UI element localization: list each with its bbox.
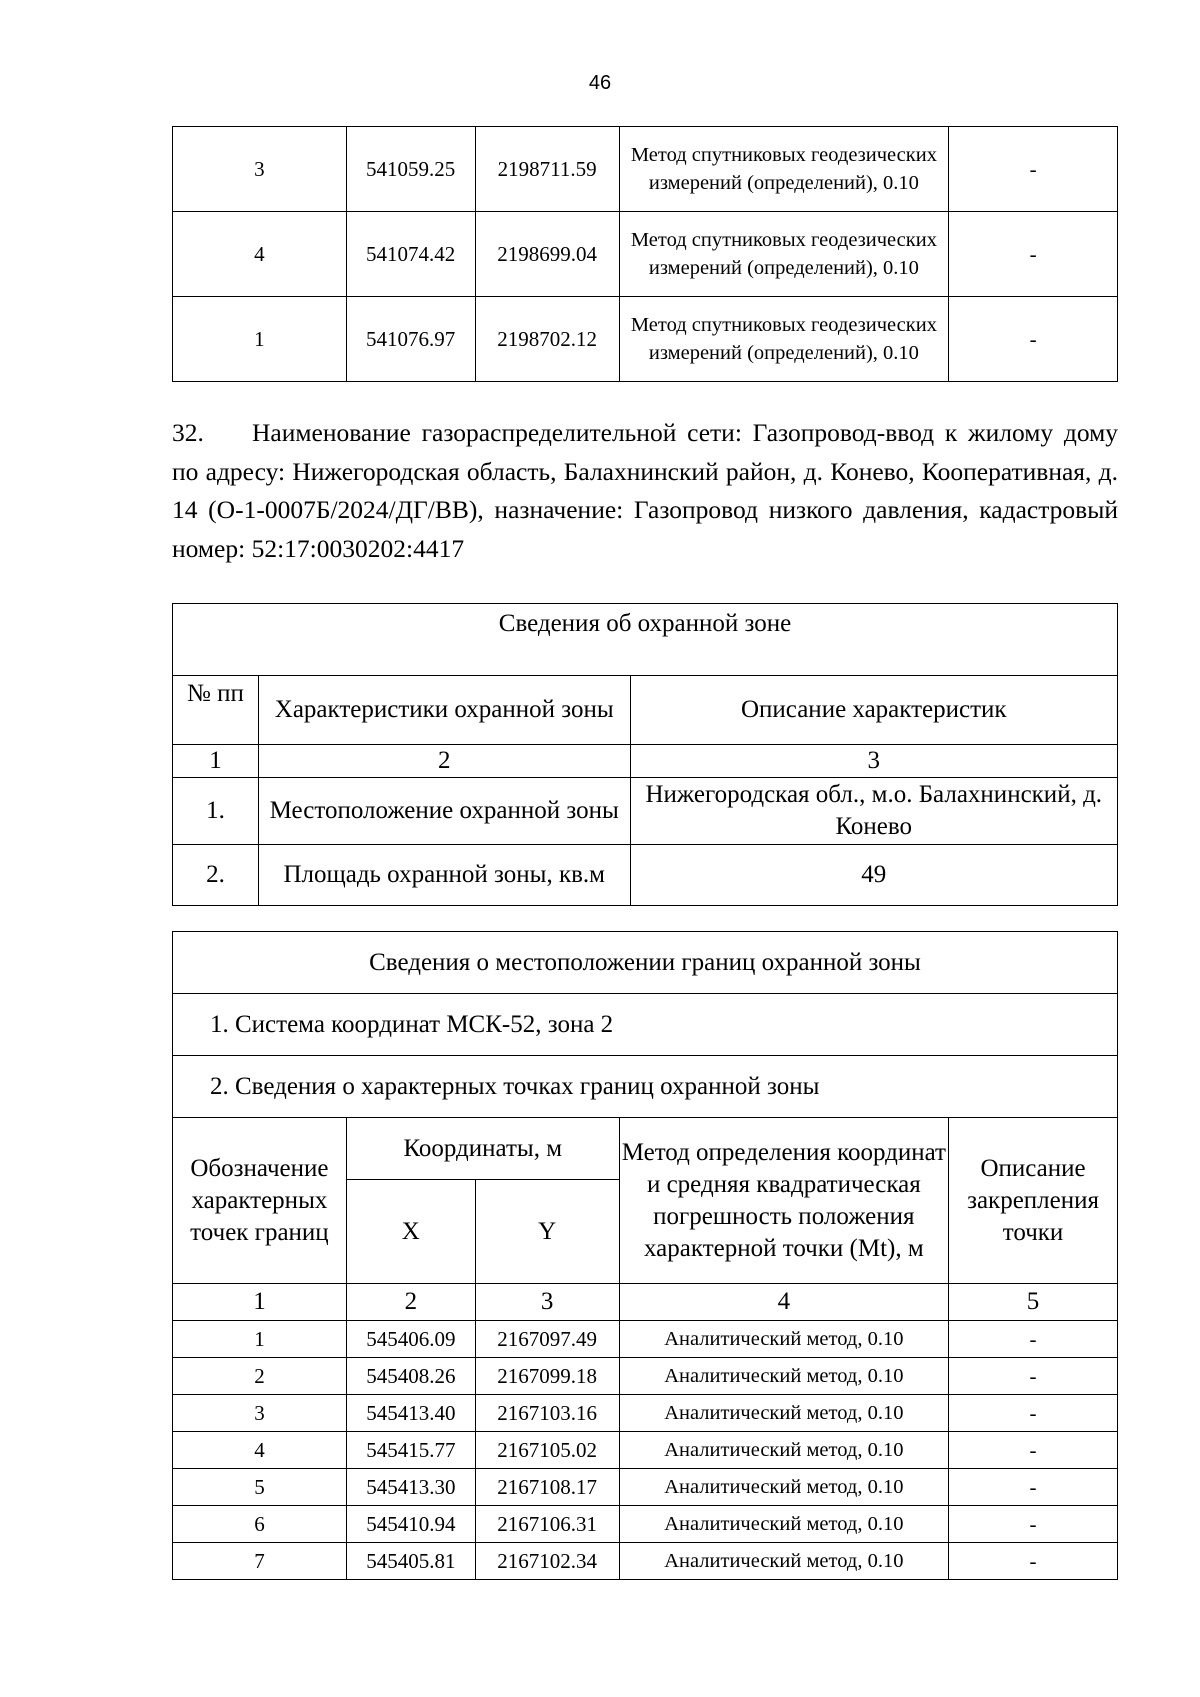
column-header: Обозначение характерных точек границ bbox=[173, 1118, 347, 1284]
section-number: 32. bbox=[172, 418, 204, 447]
description-cell: - bbox=[949, 1543, 1118, 1580]
column-header: X bbox=[346, 1180, 475, 1284]
table-row bbox=[173, 1395, 1118, 1432]
table-row bbox=[173, 1469, 1118, 1506]
point-cell: 7 bbox=[173, 1543, 347, 1580]
x-cell: 545408.26 bbox=[346, 1358, 475, 1395]
description-cell: - bbox=[949, 297, 1118, 382]
page-number: 46 bbox=[588, 72, 612, 94]
description-cell: - bbox=[949, 1358, 1118, 1395]
column-number-row bbox=[173, 1284, 1118, 1321]
point-cell: 4 bbox=[173, 212, 347, 297]
row-number: 1. bbox=[173, 778, 259, 845]
continuation-coordinates-table bbox=[172, 126, 1118, 382]
point-cell: 3 bbox=[173, 127, 347, 212]
y-cell: 2198711.59 bbox=[475, 127, 619, 212]
table-row bbox=[173, 212, 1118, 297]
method-cell: Метод спутниковых геодезических измерений (определений), 0.10 bbox=[619, 297, 949, 382]
column-header: Описание характеристик bbox=[630, 676, 1117, 745]
x-cell: 545405.81 bbox=[346, 1543, 475, 1580]
x-cell: 541076.97 bbox=[346, 297, 475, 382]
y-cell: 2167105.02 bbox=[475, 1432, 619, 1469]
y-cell: 2198699.04 bbox=[475, 212, 619, 297]
column-number: 4 bbox=[619, 1284, 948, 1321]
table-row bbox=[173, 845, 1118, 906]
section-text: Наименование газораспределительной сети: Газопровод-ввод к жилому дому по адресу: Нижегородская область, Балахнинский район, д. Конево, Кооперативная, д. 14 (О-1-0007Б/2024/ДГ/ВВ), назначение: Газопровод низкого давления, кадастровый номер: 52:17:0030202:4417 bbox=[172, 418, 1118, 563]
method-cell: Аналитический метод, 0.10 bbox=[619, 1469, 948, 1506]
method-cell: Аналитический метод, 0.10 bbox=[619, 1432, 948, 1469]
y-cell: 2167106.31 bbox=[475, 1506, 619, 1543]
column-number: 1 bbox=[173, 745, 259, 778]
x-cell: 541074.42 bbox=[346, 212, 475, 297]
x-cell: 545415.77 bbox=[346, 1432, 475, 1469]
x-cell: 545413.40 bbox=[346, 1395, 475, 1432]
point-cell: 4 bbox=[173, 1432, 347, 1469]
y-cell: 2167108.17 bbox=[475, 1469, 619, 1506]
characteristic-cell: Площадь охранной зоны, кв.м bbox=[258, 845, 630, 906]
description-cell: - bbox=[949, 1321, 1118, 1358]
table-row bbox=[173, 1543, 1118, 1580]
column-number: 1 bbox=[173, 1284, 347, 1321]
column-header: Метод определения координат и средняя квадратическая погрешность положения характерной точки (Mt), м bbox=[619, 1118, 948, 1284]
characteristic-cell: Местоположение охранной зоны bbox=[258, 778, 630, 845]
table-row bbox=[173, 297, 1118, 382]
point-cell: 2 bbox=[173, 1358, 347, 1395]
description-cell: Нижегородская обл., м.о. Балахнинский, д. Конево bbox=[630, 778, 1117, 845]
description-cell: - bbox=[949, 1469, 1118, 1506]
y-cell: 2198702.12 bbox=[475, 297, 619, 382]
column-number: 5 bbox=[949, 1284, 1118, 1321]
x-cell: 541059.25 bbox=[346, 127, 475, 212]
table-row bbox=[173, 1321, 1118, 1358]
column-number: 2 bbox=[346, 1284, 475, 1321]
method-cell: Метод спутниковых геодезических измерений (определений), 0.10 bbox=[619, 127, 949, 212]
row-number: 2. bbox=[173, 845, 259, 906]
table-row bbox=[173, 127, 1118, 212]
point-cell: 1 bbox=[173, 297, 347, 382]
y-cell: 2167099.18 bbox=[475, 1358, 619, 1395]
boundary-points-table bbox=[172, 931, 1118, 1580]
point-cell: 5 bbox=[173, 1469, 347, 1506]
y-cell: 2167103.16 bbox=[475, 1395, 619, 1432]
section-paragraph bbox=[172, 414, 1118, 568]
table-header-row bbox=[173, 1118, 1118, 1180]
points-caption-row bbox=[173, 1056, 1118, 1118]
description-cell: - bbox=[949, 1432, 1118, 1469]
column-header: Характеристики охранной зоны bbox=[258, 676, 630, 745]
table-header-row bbox=[173, 676, 1118, 745]
column-number: 3 bbox=[630, 745, 1117, 778]
column-number: 2 bbox=[258, 745, 630, 778]
table-row bbox=[173, 1358, 1118, 1395]
description-cell: - bbox=[949, 1506, 1118, 1543]
column-number: 3 bbox=[475, 1284, 619, 1321]
description-cell: - bbox=[949, 1395, 1118, 1432]
table-title-row bbox=[173, 604, 1118, 676]
x-cell: 545410.94 bbox=[346, 1506, 475, 1543]
column-header: Координаты, м bbox=[346, 1118, 619, 1180]
description-cell: - bbox=[949, 127, 1118, 212]
points-caption: 2. Сведения о характерных точках границ охранной зоны bbox=[173, 1056, 1118, 1118]
method-cell: Аналитический метод, 0.10 bbox=[619, 1543, 948, 1580]
x-cell: 545406.09 bbox=[346, 1321, 475, 1358]
table-row bbox=[173, 778, 1118, 845]
method-cell: Аналитический метод, 0.10 bbox=[619, 1506, 948, 1543]
method-cell: Метод спутниковых геодезических измерений (определений), 0.10 bbox=[619, 212, 949, 297]
point-cell: 3 bbox=[173, 1395, 347, 1432]
method-cell: Аналитический метод, 0.10 bbox=[619, 1358, 948, 1395]
coordinate-system-row bbox=[173, 994, 1118, 1056]
method-cell: Аналитический метод, 0.10 bbox=[619, 1321, 948, 1358]
table-title-row bbox=[173, 932, 1118, 994]
y-cell: 2167102.34 bbox=[475, 1543, 619, 1580]
point-cell: 6 bbox=[173, 1506, 347, 1543]
column-header: Описание закрепления точки bbox=[949, 1118, 1118, 1284]
x-cell: 545413.30 bbox=[346, 1469, 475, 1506]
column-header: № пп bbox=[173, 676, 259, 745]
y-cell: 2167097.49 bbox=[475, 1321, 619, 1358]
column-number-row bbox=[173, 745, 1118, 778]
column-header: Y bbox=[475, 1180, 619, 1284]
protection-zone-table bbox=[172, 603, 1118, 906]
description-cell: - bbox=[949, 212, 1118, 297]
table-title: Сведения об охранной зоне bbox=[173, 604, 1118, 676]
point-cell: 1 bbox=[173, 1321, 347, 1358]
method-cell: Аналитический метод, 0.10 bbox=[619, 1395, 948, 1432]
table-row bbox=[173, 1432, 1118, 1469]
table-title: Сведения о местоположении границ охранной зоны bbox=[173, 932, 1118, 994]
coordinate-system: 1. Система координат МСК-52, зона 2 bbox=[173, 994, 1118, 1056]
table-row bbox=[173, 1506, 1118, 1543]
description-cell: 49 bbox=[630, 845, 1117, 906]
